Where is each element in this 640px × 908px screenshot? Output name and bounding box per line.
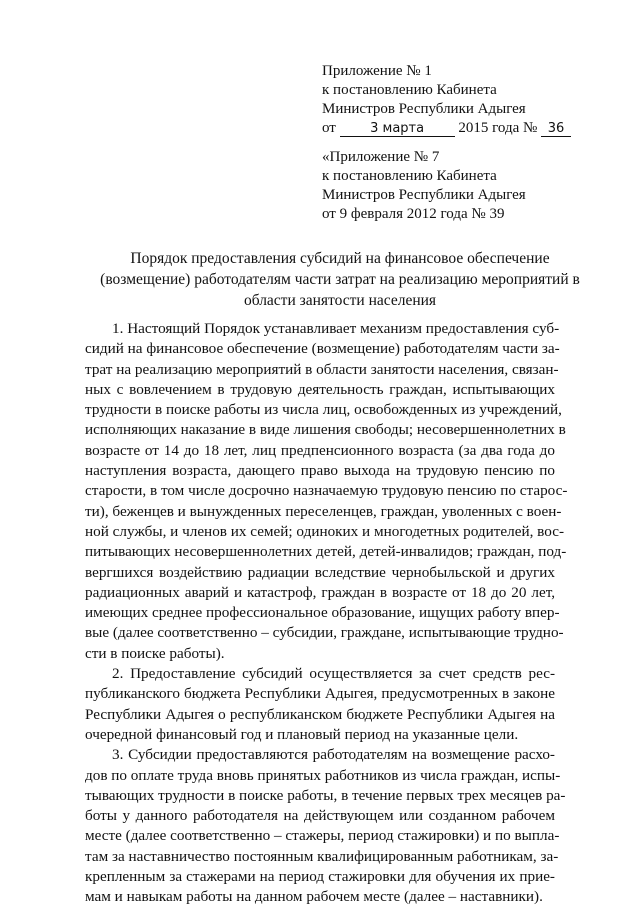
- paragraph-line: имеющих среднее профессиональное образование, ищущих работу впер-: [85, 604, 560, 622]
- paragraph-line: дов по оплате труда вновь принятых работников из числа граждан, испы-: [85, 766, 561, 784]
- appendix-7-issuer: Министров Республики Адыгея: [322, 187, 526, 203]
- date-prefix: от: [322, 120, 336, 136]
- paragraph-line: сидий на финансовое обеспечение (возмещение) работодателям части за-: [85, 340, 560, 358]
- paragraph-line: Республики Адыгея о республиканском бюджете Республики Адыгея на: [85, 705, 555, 723]
- paragraph-line: 2. Предоставление субсидий осуществляется за счет средств рес-: [112, 665, 555, 683]
- paragraph-line: трудности в поиске работы из числа лиц, освобожденных из учреждений,: [85, 401, 562, 419]
- paragraph-line: крепленным за стажерами на период стажировки для обучения их прие-: [85, 868, 555, 886]
- paragraph-line: очередной финансовый год и плановый период на указанные цели.: [85, 725, 519, 743]
- appendix-7-resolution: к постановлению Кабинета: [322, 168, 497, 184]
- appendix-7-header: [322, 148, 622, 224]
- paragraph-line: возрасте от 14 до 18 лет, лиц предпенсионного возраста (за два года до: [85, 441, 555, 459]
- paragraph-line: наступления возраста, дающего право выхода на трудовую пенсию по: [85, 462, 555, 480]
- paragraph-line: питывающих несовершеннолетних детей, детей-инвалидов; граждан, под-: [85, 543, 567, 561]
- paragraph-line: 3. Субсидии предоставляются работодателям на возмещение расхо-: [112, 746, 555, 764]
- paragraph-line: тывающих трудности в поиске работы, в течение первых трех месяцев ра-: [85, 786, 566, 804]
- document-body: [85, 319, 568, 908]
- paragraph-line: вые (далее соответственно – субсидии, граждане, испытывающие трудно-: [85, 624, 564, 642]
- paragraph-line: трат на реализацию мероприятий в области занятости населения, связан-: [85, 360, 559, 378]
- paragraph-2: [85, 664, 555, 745]
- title-line-1: Порядок предоставления субсидий на финансовое обеспечение: [130, 250, 550, 267]
- appendix-1-date-line: [322, 119, 622, 138]
- appendix-7-date: от 9 февраля 2012 года № 39: [322, 206, 505, 222]
- paragraph-line: ти), беженцев и вынужденных переселенцев, граждан, уволенных с воен-: [85, 502, 562, 520]
- title-line-3: области занятости населения: [243, 292, 437, 309]
- paragraph-line: старости, в том числе досрочно назначаемую трудовую пенсию по старос-: [85, 482, 568, 500]
- appendix-1-header: [322, 62, 622, 138]
- paragraph-line: 1. Настоящий Порядок устанавливает механизм предоставления суб-: [112, 320, 560, 337]
- date-field: 3 марта: [340, 121, 455, 137]
- number-field: 36: [541, 121, 571, 137]
- paragraph-line: публиканского бюджета Республики Адыгея, предусмотренных в законе: [85, 685, 555, 703]
- paragraph-line: сти в поиске работы).: [85, 644, 225, 662]
- appendix-1-issuer: Министров Республики Адыгея: [322, 101, 526, 117]
- paragraph-line: исполняющих наказание в виде лишения свободы; несовершеннолетних в: [85, 421, 566, 439]
- title-line-2: (возмещение) работодателям части затрат на реализацию мероприятий в: [100, 271, 580, 288]
- paragraph-line: ных с вовлечением в трудовую деятельность граждан, испытывающих: [85, 380, 555, 398]
- appendix-7-title: «Приложение № 7: [322, 149, 440, 165]
- appendix-1-resolution: к постановлению Кабинета: [322, 82, 497, 98]
- paragraph-1: [85, 319, 568, 664]
- paragraph-line: месте (далее соответственно – стажеры, период стажировки) и по выпла-: [85, 827, 560, 845]
- paragraph-line: боты у данного работодателя на действующем или созданном рабочем: [85, 807, 555, 825]
- paragraph-line: ной службы, и членов их семей; одиноких и многодетных родителей, вос-: [85, 522, 565, 540]
- year-text: 2015 года №: [458, 120, 538, 136]
- document-title: [60, 248, 620, 311]
- paragraph-line: там за наставничество постоянным квалифицированным работникам, за-: [85, 847, 559, 865]
- appendix-1-title: Приложение № 1: [322, 63, 432, 79]
- paragraph-line: мам и навыкам работы на данном рабочем месте (далее – наставники).: [85, 888, 543, 906]
- paragraph-line: вергшихся воздействию радиации вследствие чернобыльской и других: [85, 563, 555, 581]
- paragraph-line: радиационных аварий и катастроф, граждан в возрасте от 18 до 20 лет,: [85, 583, 555, 601]
- paragraph-3: [85, 745, 566, 907]
